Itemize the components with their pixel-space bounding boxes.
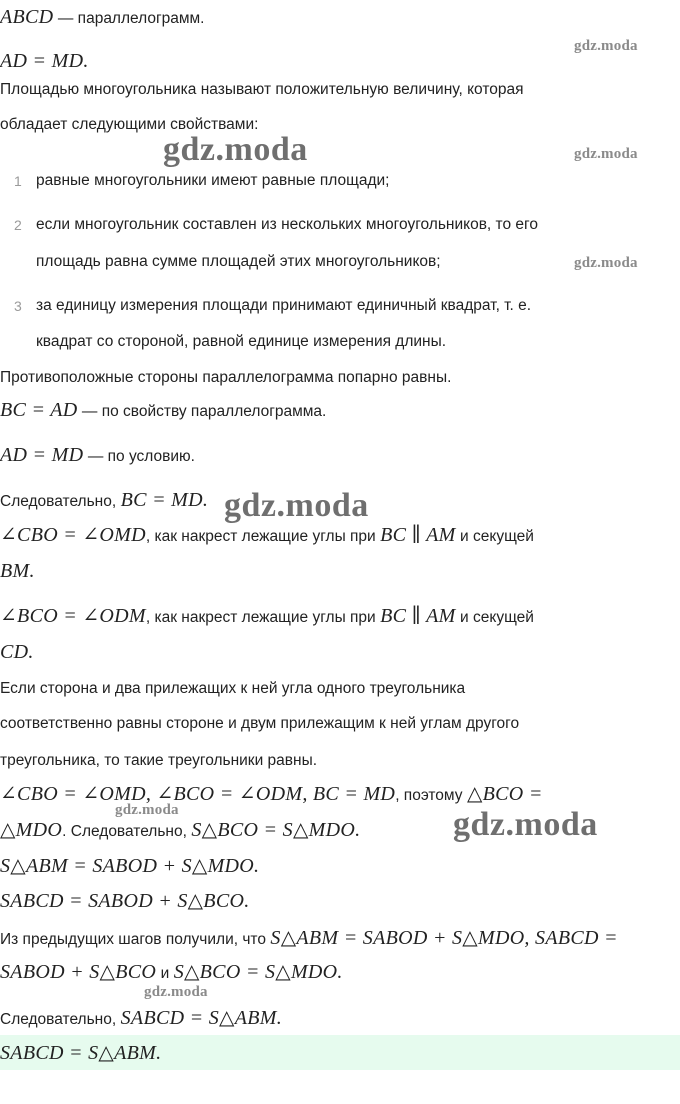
math-expression: ∠BCO = ∠ODM (0, 605, 146, 627)
equation-line (0, 524, 534, 548)
math-expression: CD. (0, 641, 34, 663)
statement-line (0, 6, 204, 30)
equation-line (0, 489, 208, 513)
equation-line (0, 855, 259, 879)
equation-line (0, 1007, 282, 1031)
watermark-logo: gdz.moda (574, 255, 638, 271)
text: , как накрест лежащие углы при (145, 609, 376, 626)
text-line: соответственно равны стороне и двум прилежащим к ней углам другого (0, 715, 520, 732)
list-number: 2 (14, 217, 22, 233)
list-number: 3 (14, 298, 22, 314)
text: Следовательно, (0, 1011, 117, 1028)
math-expression: SABCD = SABOD + S△BCO. (0, 890, 250, 912)
list-item-continuation: квадрат со стороной, равной единице измерения длины. (36, 333, 447, 350)
math-expression: ∠CBO = ∠OMD (0, 524, 146, 546)
math-expression: S△BCO = S△MDO. (173, 961, 343, 983)
text-line: треугольника, то такие треугольники равны. (0, 752, 318, 769)
watermark-logo: gdz.moda (453, 806, 598, 843)
text: и секущей (460, 528, 534, 545)
math-expression: BC ∥ AM (380, 605, 456, 627)
text-line: Противоположные стороны параллелограмма попарно равны. (0, 369, 452, 386)
text: — параллелограмм. (57, 10, 205, 27)
math-expression: AD = MD (0, 444, 84, 466)
list-item: за единицу измерения площади принимают единичный квадрат, т. е. (36, 297, 532, 314)
equation-line (0, 961, 343, 985)
list-item: если многоугольник составлен из нескольких многоугольников, то его (36, 216, 538, 233)
equation-line (0, 641, 34, 665)
equation-line (0, 890, 250, 914)
watermark-logo: gdz.moda (574, 38, 638, 54)
list-item-continuation: площадь равна сумме площадей этих многоугольников; (36, 253, 441, 270)
watermark-logo: gdz.moda (144, 984, 208, 1000)
math-expression: BC ∥ AM (380, 524, 456, 546)
definition-line-1: Площадью многоугольника называют положительную величину, которая (0, 81, 524, 98)
math-expression: S△ABM = SABOD + S△MDO. (0, 855, 260, 877)
math-expression: △MDO (0, 819, 63, 841)
text-line: Если сторона и два прилежащих к ней угла одного треугольника (0, 680, 466, 697)
math-expression: S△ABM = SABOD + S△MDO, SABCD = (270, 927, 618, 949)
given-line (0, 50, 89, 74)
text: Следовательно, (0, 493, 117, 510)
text: , как накрест лежащие углы при (145, 528, 376, 545)
watermark-logo: gdz.moda (115, 802, 179, 818)
math-expression: BC = MD. (120, 489, 209, 511)
text: и секущей (460, 609, 534, 626)
math-expression: SABOD + S△BCO (0, 961, 157, 983)
text: , поэтому (395, 787, 463, 804)
text: Из предыдущих шагов получили, что (0, 931, 266, 948)
equation-line (0, 819, 360, 843)
math-expression: BC = AD (0, 399, 78, 421)
equation-line (0, 399, 326, 423)
watermark-logo: gdz.moda (574, 146, 638, 162)
list-number: 1 (14, 173, 22, 189)
equation-line (0, 927, 618, 951)
final-answer (0, 1042, 161, 1066)
equation-line (0, 444, 195, 468)
math-expression: ABCD (0, 6, 54, 28)
math-expression: △BCO = (466, 783, 543, 805)
math-expression: SABCD = S△ABM. (0, 1042, 162, 1064)
text: . Следовательно, (62, 823, 187, 840)
math-expression: ∠CBO = ∠OMD, ∠BCO = ∠ODM, BC = MD (0, 783, 396, 805)
definition-line-2: обладает следующими свойствами: (0, 116, 259, 133)
equation-line (0, 560, 35, 584)
text: и (160, 965, 170, 982)
math-expression: BM. (0, 560, 35, 582)
math-expression: S△BCO = S△MDO. (191, 819, 361, 841)
math-expression: SABCD = S△ABM. (120, 1007, 283, 1029)
equation-line (0, 783, 543, 807)
equation-line (0, 605, 534, 629)
math-expression: AD = MD. (0, 50, 89, 72)
list-item: равные многоугольники имеют равные площади; (36, 172, 390, 189)
text: — по свойству параллелограмма. (81, 403, 327, 420)
watermark-logo: gdz.moda (163, 131, 308, 168)
watermark-logo: gdz.moda (224, 487, 369, 524)
text: — по условию. (87, 448, 195, 465)
